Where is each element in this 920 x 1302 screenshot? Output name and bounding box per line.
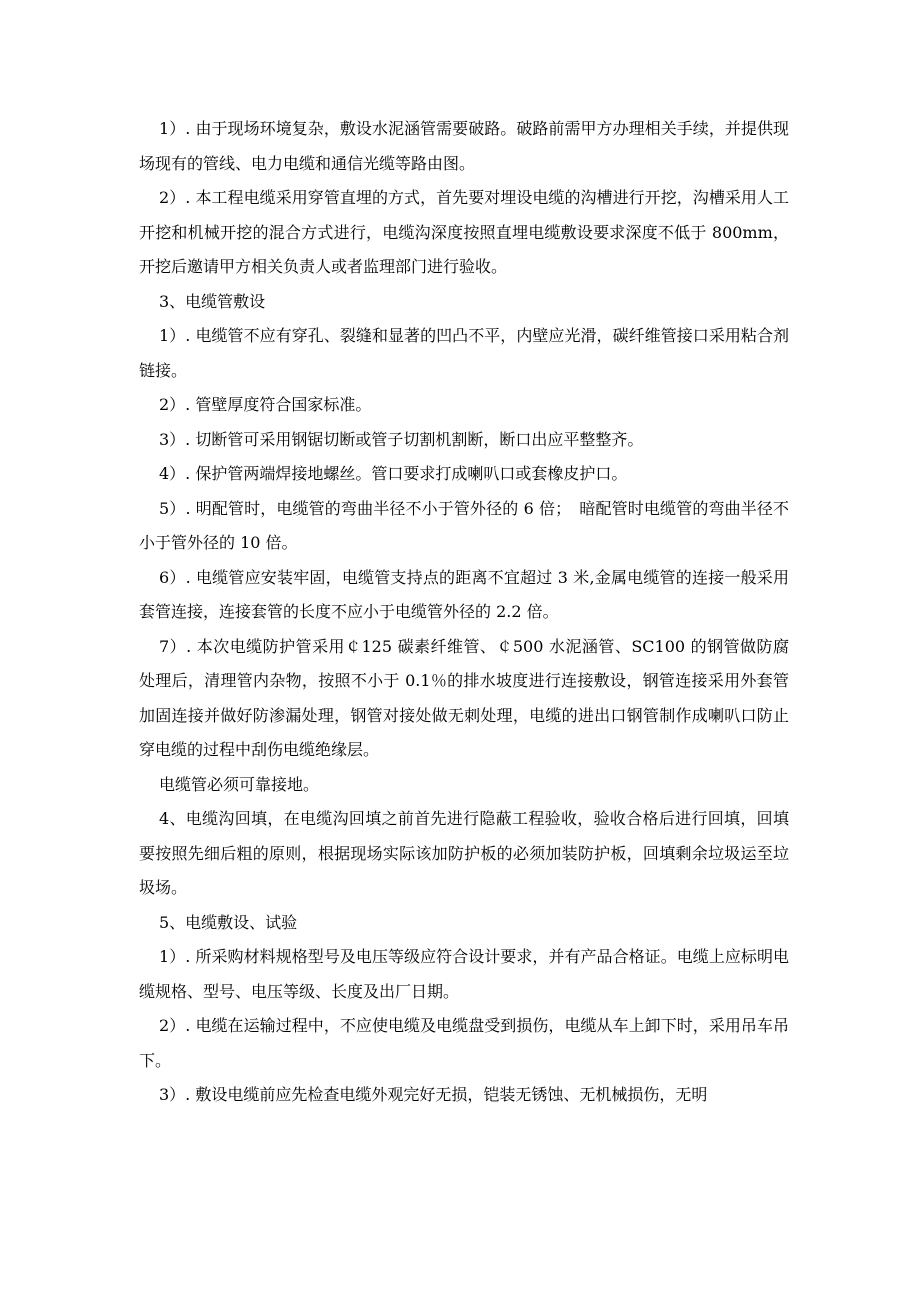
paragraph-4: 1）. 电缆管不应有穿孔、裂缝和显著的凹凸不平，内壁应光滑，碳纤维管接口采用粘合剂链接。 xyxy=(139,326,789,380)
paragraph-6: 3）. 切断管可采用钢锯切断或管子切割机割断，断口出应平整整齐。 xyxy=(159,429,644,449)
paragraph-10: 7）. 本次电缆防护管采用￠125 碳素纤维管、￠500 水泥涵管、SC100 的钢管做防腐处理后，清理管内杂物，按照不小于 0.1％的排水坡度进行连接敷设，钢管连接采用外套管加固连接并做好防渗漏处理，钢管对接处做无刺处理，电缆的进出口钢管制作成喇叭口防止穿电缆的过程中刮伤电缆绝缘层。 xyxy=(139,636,789,759)
paragraph-7: 4）. 保护管两端焊接地螺丝。管口要求打成喇叭口或套橡皮护口。 xyxy=(159,464,628,483)
paragraph-5: 2）. 管壁厚度符合国家标准。 xyxy=(159,395,372,414)
paragraph-14: 1）. 所采购材料规格型号及电压等级应符合设计要求，并有产品合格证。电缆上应标明电缆规格、型号、电压等级、长度及出厂日期。 xyxy=(139,947,789,1001)
paragraph-8: 5）. 明配管时，电缆管的弯曲半径不小于管外径的 6 倍； 暗配管时电缆管的弯曲半径不小于管外径的 10 倍。 xyxy=(139,498,789,552)
paragraph-1: 1）. 由于现场环境复杂，敷设水泥涵管需要破路。破路前需甲方办理相关手续，并提供现场现有的管线、电力电缆和通信光缆等路由图。 xyxy=(139,119,789,173)
section-heading-5: 5、电缆敷设、试验 xyxy=(159,912,298,932)
paragraph-9: 6）. 电缆管应安装牢固，电缆管支持点的距离不宜超过 3 米,金属电缆管的连接一般采用套管连接，连接套管的长度不应小于电缆管外径的 2.2 倍。 xyxy=(139,567,789,621)
paragraph-15: 2）. 电缆在运输过程中，不应使电缆及电缆盘受到损伤，电缆从车上卸下时，采用吊车吊下。 xyxy=(139,1016,789,1070)
paragraph-11: 电缆管必须可靠接地。 xyxy=(159,774,320,794)
paragraph-2: 2）. 本工程电缆采用穿管直埋的方式，首先要对埋设电缆的沟槽进行开挖，沟槽采用人工开挖和机械开挖的混合方式进行，电缆沟深度按照直埋电缆敷设要求深度不低于 800mm，开挖后邀请甲方相关负责人或者监理部门进行验收。 xyxy=(139,188,789,276)
paragraph-16: 3）. 敷设电缆前应先检查电缆外观完好无损，铠装无锈蚀、无机械损伤，无明 xyxy=(159,1085,708,1104)
document-page xyxy=(139,112,789,1113)
section-heading-3: 3、电缆管敷设 xyxy=(159,291,266,311)
section-heading-4: 4、电缆沟回填，在电缆沟回填之前首先进行隐蔽工程验收，验收合格后进行回填，回填要按照先细后粗的原则，根据现场实际该加防护板的必须加装防护板，回填剩余垃圾运至垃圾场。 xyxy=(139,809,789,897)
